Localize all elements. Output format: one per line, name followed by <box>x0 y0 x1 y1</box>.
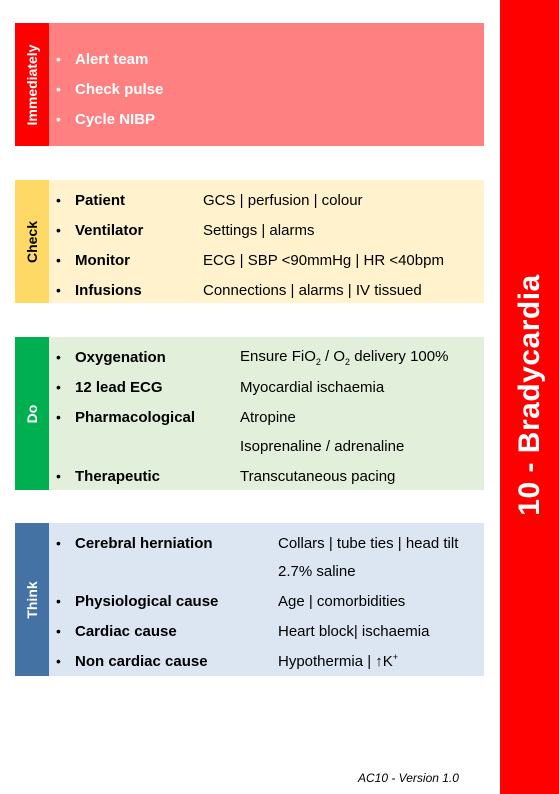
list-item <box>49 104 484 134</box>
item-label: Ventilator <box>75 221 144 239</box>
item-label: Therapeutic <box>75 467 161 485</box>
item-label: Check pulse <box>75 80 164 98</box>
bullet-icon: • <box>56 111 61 127</box>
list-item <box>49 646 484 676</box>
tab-do <box>15 337 49 490</box>
item-label: Monitor <box>75 251 130 269</box>
section-immediately <box>15 23 484 146</box>
side-title-bar <box>500 0 559 794</box>
bullet-icon: • <box>56 81 61 97</box>
tab-immediately-label: Immediately <box>24 44 40 125</box>
version-footer: AC10 - Version 1.0 <box>358 771 459 785</box>
list-item <box>49 372 484 402</box>
list-item <box>49 556 484 586</box>
bullet-icon: • <box>56 535 61 551</box>
item-label: Pharmacological <box>75 408 196 426</box>
bullet-icon: • <box>56 409 61 425</box>
list-item <box>49 44 484 74</box>
bullet-icon: • <box>56 252 61 268</box>
list-item <box>49 528 484 558</box>
bullet-icon: • <box>56 468 61 484</box>
bullet-icon: • <box>56 593 61 609</box>
think-list <box>49 523 484 676</box>
item-label: Physiological cause <box>75 592 219 610</box>
item-detail: GCS | perfusion | colour <box>203 191 363 209</box>
section-think <box>15 523 484 676</box>
item-detail: ECG | SBP <90mmHg | HR <40bpm <box>203 251 444 269</box>
item-label: Cycle NIBP <box>75 110 156 128</box>
item-detail: Hypothermia | ↑K+ <box>278 652 399 670</box>
bullet-icon: • <box>56 282 61 298</box>
list-item <box>49 431 484 461</box>
item-detail: Age | comorbidities <box>278 592 406 610</box>
item-detail: Atropine <box>240 408 296 426</box>
bullet-icon: • <box>56 379 61 395</box>
bullet-icon: • <box>56 222 61 238</box>
item-label: Cerebral herniation <box>75 534 213 552</box>
item-detail: Myocardial ischaemia <box>240 378 385 396</box>
do-list <box>49 337 484 490</box>
item-detail: Collars | tube ties | head tilt <box>278 534 459 552</box>
item-detail: 2.7% saline <box>278 562 356 580</box>
bullet-icon: • <box>56 51 61 67</box>
item-label: Cardiac cause <box>75 622 177 640</box>
item-label: Oxygenation <box>75 348 166 366</box>
page-title: 10 - Bradycardia <box>512 274 546 516</box>
tab-do-label: Do <box>24 404 40 423</box>
tab-check <box>15 180 49 303</box>
list-item <box>49 402 484 432</box>
list-item <box>49 275 484 305</box>
item-label: Alert team <box>75 50 149 68</box>
list-item <box>49 461 484 491</box>
item-label: Patient <box>75 191 126 209</box>
item-detail: Ensure $FiO_2 / O_2$ delivery 100% <box>240 347 449 367</box>
list-item <box>49 185 484 215</box>
item-label: Infusions <box>75 281 142 299</box>
section-check <box>15 180 484 303</box>
item-detail: Heart block| ischaemia <box>278 622 430 640</box>
item-detail: Transcutaneous pacing <box>240 467 396 485</box>
tab-think <box>15 523 49 676</box>
bullet-icon: • <box>56 192 61 208</box>
list-item <box>49 616 484 646</box>
list-item <box>49 586 484 616</box>
list-item <box>49 74 484 104</box>
bullet-icon: • <box>56 623 61 639</box>
list-item <box>49 245 484 275</box>
item-label: 12 lead ECG <box>75 378 163 396</box>
check-list <box>49 180 484 303</box>
list-item <box>49 342 484 372</box>
section-do <box>15 337 484 490</box>
tab-immediately <box>15 23 49 146</box>
item-detail: Isoprenaline / adrenaline <box>240 437 405 455</box>
list-item <box>49 215 484 245</box>
tab-check-label: Check <box>24 220 40 263</box>
bullet-icon: • <box>56 653 61 669</box>
immediately-list <box>49 23 484 146</box>
item-detail: Settings | alarms <box>203 221 315 239</box>
bullet-icon: • <box>56 349 61 365</box>
item-label: Non cardiac cause <box>75 652 208 670</box>
tab-think-label: Think <box>24 580 40 619</box>
item-detail: Connections | alarms | IV tissued <box>203 281 422 299</box>
